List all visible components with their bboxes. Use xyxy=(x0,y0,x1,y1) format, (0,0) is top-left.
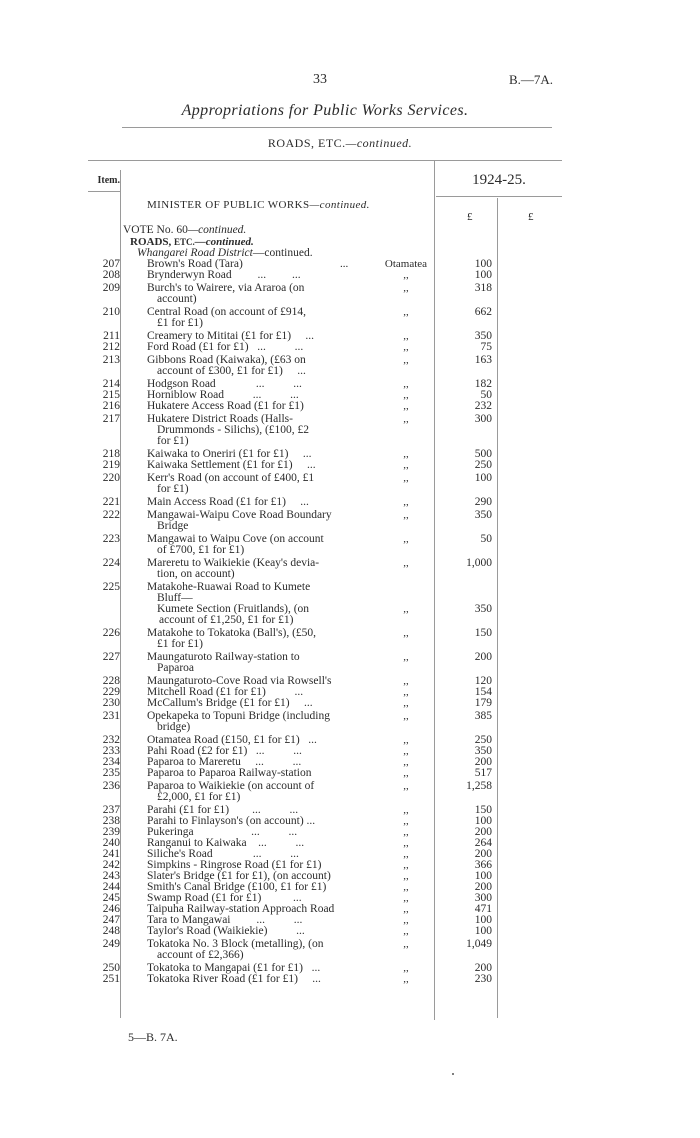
district-ditto: ,, xyxy=(403,459,409,471)
district-ditto: ,, xyxy=(403,341,409,353)
table-top-rule xyxy=(88,160,562,161)
item-number: 221 xyxy=(102,496,120,508)
amount-value: 100 xyxy=(474,258,492,270)
year-column-header: 1924-25. xyxy=(472,172,526,188)
amount-value: 471 xyxy=(474,903,492,915)
amount-value: 350 xyxy=(474,745,492,757)
amount-value: 385 xyxy=(474,710,492,722)
amount-value: 200 xyxy=(474,756,492,768)
table-row xyxy=(0,768,700,779)
description-line: Gibbons Road (Kaiwaka), (£63 on xyxy=(147,354,306,366)
district-ditto: ,, xyxy=(403,745,409,757)
section-heading-suffix: —continued. xyxy=(345,136,413,150)
item-number: 212 xyxy=(102,341,120,353)
description-line: account of £2,366) xyxy=(157,949,244,961)
district-ditto: ,, xyxy=(403,962,409,974)
item-number: 207 xyxy=(102,258,120,270)
district-ditto: ,, xyxy=(403,389,409,401)
table-row xyxy=(0,974,700,985)
item-number: 211 xyxy=(103,330,120,342)
description-line: Kaiwaka to Oneriri (£1 for £1) ... xyxy=(147,448,312,460)
minister-heading-text: MINISTER OF PUBLIC WORKS xyxy=(147,199,310,211)
item-number: 220 xyxy=(102,472,120,484)
description-line: Opekapeka to Topuni Bridge (including xyxy=(147,710,330,722)
roads-subheading-caps: ROADS, xyxy=(130,236,172,248)
district-name: Whangarei Road District xyxy=(137,247,253,259)
amount-value: 200 xyxy=(474,651,492,663)
district-ditto: ,, xyxy=(403,804,409,816)
item-number: 249 xyxy=(102,938,120,950)
district-ditto: ,, xyxy=(403,675,409,687)
title-rule xyxy=(122,127,552,128)
table-row xyxy=(0,926,700,937)
minister-heading xyxy=(147,199,370,211)
item-number: 250 xyxy=(102,962,120,974)
description-line: Kaiwaka Settlement (£1 for £1) ... xyxy=(147,459,316,471)
amount-value: 1,258 xyxy=(466,780,492,792)
amount-value: 100 xyxy=(474,472,492,484)
description-line: Paparoa xyxy=(157,662,195,674)
district-ditto: ,, xyxy=(403,826,409,838)
district-ditto: ,, xyxy=(403,448,409,460)
description-line: Simpkins - Ringrose Road (£1 for £1) xyxy=(147,859,322,871)
district-ditto: ,, xyxy=(403,557,409,569)
item-number: 244 xyxy=(102,881,120,893)
description-line: of £700, £1 for £1) xyxy=(157,544,245,556)
item-number: 248 xyxy=(102,925,120,937)
item-number: 240 xyxy=(102,837,120,849)
description-line: Smith's Canal Bridge (£100, £1 for £1) xyxy=(147,881,327,893)
amount-value: 300 xyxy=(474,413,492,425)
description-line: Paparoa to Mareretu ... ... xyxy=(147,756,302,768)
district-ditto: ,, xyxy=(403,282,409,294)
description-line: Kumete Section (Fruitlands), (on xyxy=(157,603,310,615)
amount-value: 100 xyxy=(474,815,492,827)
description-line: for £1) xyxy=(157,435,189,447)
amount-value: 50 xyxy=(480,389,492,401)
description-line: Maungaturoto-Cove Road via Rowsell's xyxy=(147,675,332,687)
amount-value: 200 xyxy=(474,848,492,860)
description-line: £2,000, £1 for £1) xyxy=(157,791,241,803)
district-ditto: ,, xyxy=(403,892,409,904)
table-row xyxy=(0,510,700,532)
district-ditto: ,, xyxy=(403,378,409,390)
roads-subheading-suffix: —continued. xyxy=(194,236,254,248)
item-header-rule xyxy=(88,191,121,192)
item-number: 247 xyxy=(102,914,120,926)
page-number: 33 xyxy=(313,72,327,87)
description-line: account) xyxy=(157,293,197,305)
description-line: Mareretu to Waikiekie (Keay's devia- xyxy=(147,557,320,569)
amount-value: 100 xyxy=(474,925,492,937)
description-line: tion, on account) xyxy=(157,568,235,580)
description-line: Drummonds - Silichs), (£100, £2 xyxy=(157,424,310,436)
amount-value: 100 xyxy=(474,269,492,281)
description-line: Bridge xyxy=(157,520,189,532)
description-line: Burch's to Wairere, via Araroa (on xyxy=(147,282,305,294)
district-ditto: ,, xyxy=(403,780,409,792)
district-ditto: ,, xyxy=(403,603,409,615)
paper-speck xyxy=(452,1073,454,1075)
amount-value: 1,049 xyxy=(466,938,492,950)
document-reference: B.—7A. xyxy=(508,72,553,87)
table-row xyxy=(0,473,700,495)
description-line: for £1) xyxy=(157,483,189,495)
pound-symbol-amount: £ xyxy=(467,211,473,223)
item-number: 241 xyxy=(102,848,120,860)
description-line: account of £1,250, £1 for £1) xyxy=(159,614,294,626)
description-line: Matakohe to Tokatoka (Ball's), (£50, xyxy=(147,627,317,639)
item-number: 223 xyxy=(102,533,120,545)
amount-value: 350 xyxy=(474,509,492,521)
amount-value: 1,000 xyxy=(466,557,492,569)
description-line: Siliche's Road ... ... xyxy=(147,848,299,860)
amount-value: 350 xyxy=(474,603,492,615)
section-heading xyxy=(180,136,500,151)
table-row xyxy=(0,401,700,412)
item-number: 235 xyxy=(102,767,120,779)
description-line: Tokatoka No. 3 Block (metalling), (on xyxy=(147,938,324,950)
amount-value: 100 xyxy=(474,914,492,926)
table-row xyxy=(0,582,700,626)
amount-value: 75 xyxy=(480,341,492,353)
item-number: 214 xyxy=(102,378,120,390)
description-line: Taipuha Railway-station Approach Road xyxy=(147,903,335,915)
item-number: 242 xyxy=(102,859,120,871)
table-row xyxy=(0,628,700,650)
year-header-rule xyxy=(436,196,562,197)
description-line: Mitchell Road (£1 for £1) ... xyxy=(147,686,304,698)
description-line: Otamatea Road (£150, £1 for £1) ... xyxy=(147,734,317,746)
amount-value: 300 xyxy=(474,892,492,904)
description-line: Central Road (on account of £914, xyxy=(147,306,307,318)
pound-symbol-total: £ xyxy=(528,211,534,223)
item-number: 210 xyxy=(102,306,120,318)
table-row xyxy=(0,781,700,803)
description-line: Mangawai-Waipu Cove Road Boundary xyxy=(147,509,332,521)
item-number: 232 xyxy=(102,734,120,746)
description-line: £1 for £1) xyxy=(157,638,203,650)
district-ditto: ,, xyxy=(403,509,409,521)
table-row xyxy=(0,558,700,580)
item-number: 251 xyxy=(102,973,120,985)
district-ditto: ,, xyxy=(403,306,409,318)
item-number: 209 xyxy=(102,282,120,294)
amount-value: 150 xyxy=(474,804,492,816)
district-ditto: ,, xyxy=(403,837,409,849)
leader-dots: ... xyxy=(340,258,349,270)
district-ditto: ,, xyxy=(403,925,409,937)
item-number: 217 xyxy=(102,413,120,425)
item-number: 243 xyxy=(102,870,120,882)
district-ditto: ,, xyxy=(403,533,409,545)
district-ditto: ,, xyxy=(403,973,409,985)
district-ditto: ,, xyxy=(403,815,409,827)
table-row xyxy=(0,698,700,709)
amount-value: 318 xyxy=(474,282,492,294)
description-line: McCallum's Bridge (£1 for £1) ... xyxy=(147,697,313,709)
description-line: Slater's Bridge (£1 for £1), (on account) xyxy=(147,870,331,882)
district-ditto: ,, xyxy=(403,269,409,281)
item-number: 245 xyxy=(102,892,120,904)
item-number: 213 xyxy=(102,354,120,366)
vote-heading-suffix: —continued. xyxy=(187,224,247,236)
table-row xyxy=(0,652,700,674)
description-line: Tara to Mangawai ... ... xyxy=(147,914,303,926)
item-number: 234 xyxy=(102,756,120,768)
district-ditto: ,, xyxy=(403,881,409,893)
amount-value: 50 xyxy=(480,533,492,545)
description-line: Bluff— xyxy=(157,592,193,604)
amount-value: 200 xyxy=(474,826,492,838)
description-line: £1 for £1) xyxy=(157,317,203,329)
table-row xyxy=(0,460,700,471)
description-line: Parahi (£1 for £1) ... ... xyxy=(147,804,299,816)
description-line: Hukatere Access Road (£1 for £1) xyxy=(147,400,304,412)
amount-value: 230 xyxy=(474,973,492,985)
amount-value: 366 xyxy=(474,859,492,871)
description-line: Hukatere District Roads (Halls- xyxy=(147,413,293,425)
table-row xyxy=(0,414,700,447)
page-title: Appropriations for Public Works Services. xyxy=(181,102,469,119)
minister-heading-suffix: —continued. xyxy=(309,199,370,211)
amount-value: 200 xyxy=(474,962,492,974)
district-ditto: ,, xyxy=(403,697,409,709)
item-number: 233 xyxy=(102,745,120,757)
description-line: Kerr's Road (on account of £400, £1 xyxy=(147,472,315,484)
amount-value: 120 xyxy=(474,675,492,687)
item-number: 224 xyxy=(102,557,120,569)
description-line: Main Access Road (£1 for £1) ... xyxy=(147,496,309,508)
description-line: Tokatoka to Mangapai (£1 for £1) ... xyxy=(147,962,321,974)
district-ditto: ,, xyxy=(403,914,409,926)
appropriations-table xyxy=(0,259,700,985)
description-line: Paparoa to Paparoa Railway-station xyxy=(147,767,312,779)
roads-subheading-small: ETC. xyxy=(174,237,195,247)
description-line: Pahi Road (£2 for £1) ... ... xyxy=(147,745,302,757)
description-line: account of £300, £1 for £1) ... xyxy=(157,365,306,377)
item-number: 215 xyxy=(102,389,120,401)
description-line: Swamp Road (£1 for £1) ... xyxy=(147,892,302,904)
district-ditto: ,, xyxy=(403,734,409,746)
amount-value: 290 xyxy=(474,496,492,508)
amount-value: 250 xyxy=(474,734,492,746)
description-line: Horniblow Road ... ... xyxy=(147,389,299,401)
item-number: 216 xyxy=(102,400,120,412)
section-heading-text: ROADS, ETC. xyxy=(267,136,346,150)
description-line: Ford Road (£1 for £1) ... ... xyxy=(147,341,304,353)
description-line: Brynderwyn Road ... ... xyxy=(147,269,301,281)
item-number: 237 xyxy=(102,804,120,816)
district-ditto: ,, xyxy=(403,472,409,484)
district-ditto: ,, xyxy=(403,848,409,860)
table-row xyxy=(0,283,700,305)
district-ditto: ,, xyxy=(403,870,409,882)
amount-value: 250 xyxy=(474,459,492,471)
item-number: 219 xyxy=(102,459,120,471)
amount-value: 264 xyxy=(474,837,492,849)
item-number: 239 xyxy=(102,826,120,838)
amount-value: 100 xyxy=(474,870,492,882)
item-number: 226 xyxy=(102,627,120,639)
description-line: Matakohe-Ruawai Road to Kumete xyxy=(147,581,311,593)
item-number: 236 xyxy=(102,780,120,792)
vote-heading xyxy=(123,224,246,236)
table-row xyxy=(0,270,700,281)
description-line: Paparoa to Waikiekie (on account of xyxy=(147,780,315,792)
district-ditto: ,, xyxy=(403,651,409,663)
table-row xyxy=(0,355,700,377)
district-ditto: ,, xyxy=(403,903,409,915)
description-line: Hodgson Road ... ... xyxy=(147,378,302,390)
item-number: 238 xyxy=(102,815,120,827)
description-line: bridge) xyxy=(157,721,191,733)
table-row xyxy=(0,711,700,733)
district-ditto: ,, xyxy=(403,413,409,425)
district-ditto: ,, xyxy=(403,938,409,950)
table-row xyxy=(0,534,700,556)
description-line: Maungaturoto Railway-station to xyxy=(147,651,300,663)
table-row xyxy=(0,939,700,961)
amount-value: 500 xyxy=(474,448,492,460)
description-line: Parahi to Finlayson's (on account) ... xyxy=(147,815,316,827)
district-ditto: ,, xyxy=(403,756,409,768)
district-ditto: ,, xyxy=(403,627,409,639)
item-number: 222 xyxy=(102,509,120,521)
item-column-header: Item. xyxy=(97,175,120,186)
description-line: Creamery to Mititai (£1 for £1) ... xyxy=(147,330,315,342)
district-ditto: ,, xyxy=(403,686,409,698)
district-ditto: ,, xyxy=(403,767,409,779)
item-number: 227 xyxy=(102,651,120,663)
district-ditto: ,, xyxy=(403,496,409,508)
item-number: 230 xyxy=(102,697,120,709)
amount-value: 200 xyxy=(474,881,492,893)
amount-value: 154 xyxy=(474,686,492,698)
vote-heading-text: VOTE No. 60 xyxy=(123,224,188,236)
amount-value: 662 xyxy=(474,306,492,318)
amount-value: 232 xyxy=(474,400,492,412)
item-number: 208 xyxy=(102,269,120,281)
table-row xyxy=(0,342,700,353)
amount-value: 150 xyxy=(474,627,492,639)
amount-value: 179 xyxy=(474,697,492,709)
district-ditto: ,, xyxy=(403,400,409,412)
amount-value: 163 xyxy=(474,354,492,366)
description-line: Ranganui to Kaiwaka ... ... xyxy=(147,837,305,849)
item-number: 229 xyxy=(102,686,120,698)
description-line: Mangawai to Waipu Cove (on account xyxy=(147,533,324,545)
item-number: 228 xyxy=(102,675,120,687)
district-ditto: ,, xyxy=(403,859,409,871)
table-row xyxy=(0,307,700,329)
district-suffix: —continued. xyxy=(252,247,313,259)
district-ditto: Otamatea xyxy=(384,258,428,270)
footer-signature: 5—B. 7A. xyxy=(128,1030,178,1044)
amount-value: 350 xyxy=(474,330,492,342)
amount-value: 182 xyxy=(474,378,492,390)
district-ditto: ,, xyxy=(403,710,409,722)
description-line: Pukeringa ... ... xyxy=(147,826,298,838)
description-line: Taylor's Road (Waikiekie) ... xyxy=(147,925,305,937)
item-number: 231 xyxy=(102,710,120,722)
district-ditto: ,, xyxy=(403,330,409,342)
district-ditto: ,, xyxy=(403,354,409,366)
item-number: 218 xyxy=(102,448,120,460)
item-number: 225 xyxy=(102,581,120,593)
item-number: 246 xyxy=(102,903,120,915)
description-line: Brown's Road (Tara) xyxy=(147,258,243,270)
table-row xyxy=(0,497,700,508)
description-line: Tokatoka River Road (£1 for £1) ... xyxy=(147,973,321,985)
amount-value: 517 xyxy=(474,767,492,779)
